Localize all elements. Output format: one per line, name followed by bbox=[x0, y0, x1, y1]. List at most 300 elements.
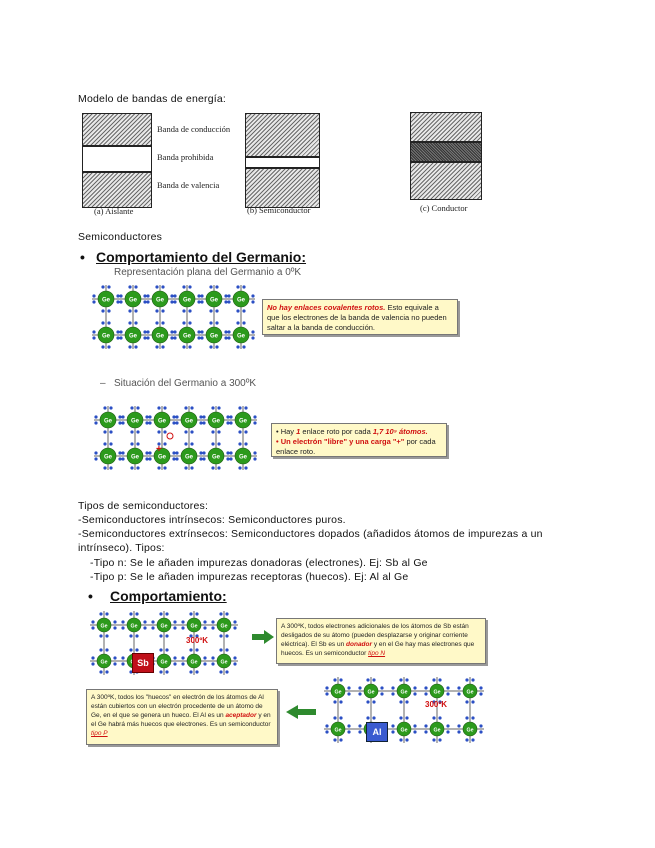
electron-dot bbox=[107, 285, 110, 288]
electron-dot bbox=[202, 421, 205, 424]
conduction-band-b bbox=[245, 113, 320, 157]
electron-dot bbox=[224, 294, 227, 297]
electron-dot bbox=[405, 700, 408, 703]
electron-dot bbox=[134, 321, 137, 324]
valence-band bbox=[82, 172, 152, 208]
electron-dot bbox=[99, 634, 102, 637]
ge-atom-label: Ge bbox=[182, 297, 192, 304]
electron-dot bbox=[190, 406, 193, 409]
electron-dot bbox=[217, 466, 220, 469]
electron-dot bbox=[143, 300, 146, 303]
note-p-text: A 300ºK, todos los "huecos" en electrón de los átomos de Al están cubiertos con un electrón procedente de un átomo de Ge, en el que se genera un hueco. El Al es un bbox=[91, 694, 264, 719]
electron-dot bbox=[233, 656, 236, 659]
electron-dot bbox=[119, 300, 122, 303]
electron-dot bbox=[92, 300, 95, 303]
ge-atom-label: Ge bbox=[400, 727, 408, 734]
electron-dot bbox=[113, 620, 116, 623]
electron-dot bbox=[172, 415, 175, 418]
electron-dot bbox=[405, 716, 408, 719]
electron-dot bbox=[148, 415, 151, 418]
note-p-text2: y en el Ge habrá más huecos que electrones. Es un semiconductor bbox=[91, 712, 271, 728]
ge-atom-label: Ge bbox=[182, 333, 192, 340]
electron-dot bbox=[91, 662, 94, 665]
electron-dot bbox=[113, 656, 116, 659]
ge-atom-label: Ge bbox=[130, 623, 138, 630]
electron-dot bbox=[217, 442, 220, 445]
types-p: -Tipo p: Se le añaden impurezas receptoras (huecos). Ej: Al al Ge bbox=[90, 571, 409, 583]
hole-plus-icon: + bbox=[156, 444, 162, 455]
electron-dot bbox=[105, 648, 108, 651]
temp-label-p: 300ºK bbox=[425, 700, 448, 709]
electron-dot bbox=[211, 620, 214, 623]
electron-dot bbox=[116, 330, 119, 333]
electron-dot bbox=[457, 730, 460, 733]
electron-dot bbox=[103, 442, 106, 445]
electron-dot bbox=[159, 634, 162, 637]
electron-dot bbox=[229, 421, 232, 424]
electron-dot bbox=[157, 430, 160, 433]
electron-dot bbox=[219, 634, 222, 637]
electron-dot bbox=[366, 678, 369, 681]
electron-dot bbox=[413, 724, 416, 727]
electron-dot bbox=[136, 406, 139, 409]
electron-dot bbox=[94, 415, 97, 418]
electron-dot bbox=[181, 656, 184, 659]
electron-dot bbox=[128, 309, 131, 312]
ge-atom-label: Ge bbox=[157, 454, 167, 461]
electron-dot bbox=[203, 620, 206, 623]
ge-atom-label: Ge bbox=[433, 689, 441, 696]
electron-dot bbox=[457, 692, 460, 695]
electron-dot bbox=[175, 415, 178, 418]
electron-dot bbox=[165, 612, 168, 615]
electron-dot bbox=[325, 686, 328, 689]
electron-dot bbox=[471, 700, 474, 703]
electron-dot bbox=[103, 406, 106, 409]
electron-dot bbox=[200, 336, 203, 339]
ge-atom-label: Ge bbox=[334, 689, 342, 696]
electron-dot bbox=[339, 700, 342, 703]
electron-dot bbox=[197, 300, 200, 303]
electron-dot bbox=[157, 406, 160, 409]
electron-dot bbox=[209, 345, 212, 348]
electron-dot bbox=[471, 738, 474, 741]
electron-dot bbox=[358, 692, 361, 695]
electron-dot bbox=[366, 716, 369, 719]
electron-dot bbox=[209, 309, 212, 312]
electron-dot bbox=[202, 415, 205, 418]
electron-dot bbox=[190, 466, 193, 469]
electron-dot bbox=[471, 716, 474, 719]
electron-dot bbox=[399, 716, 402, 719]
electron-dot bbox=[413, 730, 416, 733]
electron-dot bbox=[91, 626, 94, 629]
electron-dot bbox=[227, 330, 230, 333]
electron-dot bbox=[136, 466, 139, 469]
electron-dot bbox=[366, 700, 369, 703]
label-forbidden: Banda prohibida bbox=[157, 152, 214, 162]
ge-atom-label: Ge bbox=[190, 659, 198, 666]
note-n-type bbox=[276, 618, 486, 664]
electron-dot bbox=[155, 321, 158, 324]
note-n-type-label: tipo N bbox=[368, 650, 386, 657]
electron-dot bbox=[135, 648, 138, 651]
ge-atom-label: Ge bbox=[334, 727, 342, 734]
electron-dot bbox=[209, 321, 212, 324]
conduction-band-c bbox=[410, 112, 482, 142]
electron-dot bbox=[92, 294, 95, 297]
electron-dot bbox=[188, 345, 191, 348]
electron-dot bbox=[479, 686, 482, 689]
electron-dot bbox=[391, 724, 394, 727]
electron-dot bbox=[200, 294, 203, 297]
electron-dot bbox=[225, 670, 228, 673]
ge-atom-label: Ge bbox=[128, 297, 138, 304]
electron-dot bbox=[143, 336, 146, 339]
electron-dot bbox=[211, 626, 214, 629]
electron-dot bbox=[128, 345, 131, 348]
electron-dot bbox=[251, 336, 254, 339]
electron-dot bbox=[157, 466, 160, 469]
electron-dot bbox=[121, 457, 124, 460]
electron-dot bbox=[118, 421, 121, 424]
electron-dot bbox=[253, 451, 256, 454]
electron-dot bbox=[134, 309, 137, 312]
electron-dot bbox=[148, 451, 151, 454]
electron-dot bbox=[229, 451, 232, 454]
electron-dot bbox=[146, 336, 149, 339]
temp-label-n: 300ºK bbox=[186, 636, 209, 645]
electron-dot bbox=[333, 678, 336, 681]
types-title: Tipos de semiconductores: bbox=[78, 500, 209, 512]
electron-dot bbox=[109, 466, 112, 469]
electron-dot bbox=[118, 457, 121, 460]
valence-band-c bbox=[410, 162, 482, 200]
electron-dot bbox=[184, 406, 187, 409]
electron-dot bbox=[163, 466, 166, 469]
electron-dot bbox=[242, 321, 245, 324]
electron-dot bbox=[172, 421, 175, 424]
electron-dot bbox=[325, 724, 328, 727]
electron-dot bbox=[161, 345, 164, 348]
electron-dot bbox=[195, 648, 198, 651]
electron-dot bbox=[333, 738, 336, 741]
electron-dot bbox=[173, 330, 176, 333]
electron-dot bbox=[465, 716, 468, 719]
electron-dot bbox=[188, 285, 191, 288]
band-diagram-semiconductor bbox=[245, 113, 320, 208]
electron-dot bbox=[380, 692, 383, 695]
electron-dot bbox=[333, 700, 336, 703]
electron-dot bbox=[432, 716, 435, 719]
electron-dot bbox=[424, 686, 427, 689]
electron-dot bbox=[199, 457, 202, 460]
electron-dot bbox=[399, 738, 402, 741]
ge-atom-label: Ge bbox=[209, 333, 219, 340]
electron-dot bbox=[119, 336, 122, 339]
electron-dot bbox=[175, 457, 178, 460]
electron-dot bbox=[105, 670, 108, 673]
electron-dot bbox=[143, 620, 146, 623]
electron-dot bbox=[251, 330, 254, 333]
note-p-red: aceptador bbox=[225, 712, 257, 719]
electron-dot bbox=[233, 662, 236, 665]
electron-dot bbox=[143, 294, 146, 297]
electron-dot bbox=[188, 321, 191, 324]
electron-dot bbox=[200, 300, 203, 303]
electron-dot bbox=[161, 321, 164, 324]
electron-dot bbox=[181, 662, 184, 665]
electron-dot bbox=[136, 430, 139, 433]
electron-dot bbox=[446, 730, 449, 733]
electron-dot bbox=[211, 466, 214, 469]
electron-dot bbox=[199, 451, 202, 454]
electron-dot bbox=[253, 421, 256, 424]
electron-dot bbox=[159, 648, 162, 651]
electron-dot bbox=[244, 466, 247, 469]
types-n: -Tipo n: Se le añaden impurezas donadoras (electrones). Ej: Sb al Ge bbox=[90, 557, 428, 569]
electron-dot bbox=[347, 724, 350, 727]
electron-dot bbox=[121, 421, 124, 424]
electron-dot bbox=[184, 466, 187, 469]
ge-atom-label: Ge bbox=[238, 454, 248, 461]
note-300k-b-rest: por cada enlace roto. bbox=[276, 437, 436, 456]
electron-dot bbox=[380, 686, 383, 689]
electron-dot bbox=[173, 300, 176, 303]
ge-atom-label: Ge bbox=[236, 297, 246, 304]
electron-dot bbox=[325, 692, 328, 695]
electron-dot bbox=[238, 430, 241, 433]
electron-dot bbox=[170, 336, 173, 339]
ge-atom-label: Ge bbox=[220, 659, 228, 666]
ge-atom-label: Ge bbox=[157, 418, 167, 425]
electron-dot bbox=[165, 648, 168, 651]
electron-dot bbox=[155, 285, 158, 288]
electron-dot bbox=[211, 442, 214, 445]
note-0k-red: No hay enlaces covalentes rotos. bbox=[267, 303, 386, 312]
electron-dot bbox=[119, 294, 122, 297]
electron-dot bbox=[116, 300, 119, 303]
ge-atom-label: Ge bbox=[155, 297, 165, 304]
conduction-band bbox=[82, 113, 152, 146]
electron-dot bbox=[121, 662, 124, 665]
electron-dot bbox=[215, 345, 218, 348]
electron-dot bbox=[227, 300, 230, 303]
electron-dot bbox=[130, 406, 133, 409]
electron-dot bbox=[233, 626, 236, 629]
germanium-lattice-300k bbox=[90, 403, 260, 483]
electron-dot bbox=[145, 415, 148, 418]
electron-dot bbox=[457, 686, 460, 689]
electron-dot bbox=[339, 678, 342, 681]
electron-dot bbox=[226, 415, 229, 418]
ge-atom-label: Ge bbox=[130, 418, 140, 425]
electron-dot bbox=[173, 294, 176, 297]
electron-dot bbox=[251, 300, 254, 303]
ge-atom-label: Ge bbox=[238, 418, 248, 425]
electron-dot bbox=[438, 716, 441, 719]
electron-dot bbox=[438, 678, 441, 681]
plane-label: Representación plana del Germanio a 0ºK bbox=[114, 267, 302, 278]
electron-dot bbox=[148, 457, 151, 460]
electron-dot bbox=[159, 612, 162, 615]
electron-dot bbox=[151, 626, 154, 629]
arrow-left-icon bbox=[286, 705, 316, 719]
electron-dot bbox=[107, 321, 110, 324]
electron-dot bbox=[236, 309, 239, 312]
electron-dot bbox=[159, 670, 162, 673]
electron-dot bbox=[358, 730, 361, 733]
electron-dot bbox=[103, 430, 106, 433]
electron-dot bbox=[189, 648, 192, 651]
electron-dot bbox=[161, 309, 164, 312]
electron-dot bbox=[113, 626, 116, 629]
electron-dot bbox=[189, 670, 192, 673]
electron-dot bbox=[165, 670, 168, 673]
electron-dot bbox=[215, 321, 218, 324]
bullet-2: • bbox=[88, 588, 93, 604]
electron-dot bbox=[446, 686, 449, 689]
electron-dot bbox=[211, 430, 214, 433]
n-type-lattice bbox=[88, 611, 248, 679]
electron-dot bbox=[94, 421, 97, 424]
semis-title: Semiconductores bbox=[78, 231, 163, 243]
electron-dot bbox=[399, 700, 402, 703]
electron-dot bbox=[113, 662, 116, 665]
electron-dot bbox=[253, 415, 256, 418]
free-electron-icon bbox=[167, 433, 173, 439]
electron-dot bbox=[184, 442, 187, 445]
ge-atom-label: Ge bbox=[155, 333, 165, 340]
electron-dot bbox=[101, 345, 104, 348]
note-300k-a-mid: enlace roto por cada bbox=[300, 427, 373, 436]
forbidden-band-b bbox=[245, 157, 320, 168]
electron-dot bbox=[188, 309, 191, 312]
ge-atom-label: Ge bbox=[103, 454, 113, 461]
electron-dot bbox=[219, 612, 222, 615]
electron-dot bbox=[135, 634, 138, 637]
electron-dot bbox=[182, 309, 185, 312]
electron-dot bbox=[465, 738, 468, 741]
ge-atom-label: Ge bbox=[128, 333, 138, 340]
electron-dot bbox=[130, 430, 133, 433]
electron-dot bbox=[146, 300, 149, 303]
electron-dot bbox=[211, 662, 214, 665]
electron-dot bbox=[211, 406, 214, 409]
electron-dot bbox=[253, 457, 256, 460]
electron-dot bbox=[227, 336, 230, 339]
electron-dot bbox=[236, 285, 239, 288]
hot-label-dash: – bbox=[100, 378, 106, 389]
note-n-text: A 300ºK, todos electrones adicionales de los átomos de Sb están desligados de su átomo (pueden desplazarse y originar corriente eléctrica). El Sb es un bbox=[281, 623, 469, 648]
electron-dot bbox=[172, 457, 175, 460]
sb-atom: Sb bbox=[132, 653, 154, 673]
note-300k-a: • Hay bbox=[276, 427, 297, 436]
ge-atom-label: Ge bbox=[100, 659, 108, 666]
ge-atom-label: Ge bbox=[433, 727, 441, 734]
ge-atom-label: Ge bbox=[400, 689, 408, 696]
electron-dot bbox=[121, 451, 124, 454]
electron-dot bbox=[119, 330, 122, 333]
forbidden-band bbox=[82, 146, 152, 172]
electron-dot bbox=[215, 285, 218, 288]
electron-dot bbox=[391, 686, 394, 689]
electron-dot bbox=[333, 716, 336, 719]
electron-dot bbox=[130, 442, 133, 445]
electron-dot bbox=[121, 415, 124, 418]
electron-dot bbox=[471, 678, 474, 681]
electron-dot bbox=[121, 620, 124, 623]
electron-dot bbox=[413, 692, 416, 695]
electron-dot bbox=[197, 336, 200, 339]
electron-dot bbox=[151, 620, 154, 623]
electron-dot bbox=[91, 656, 94, 659]
electron-dot bbox=[99, 670, 102, 673]
electron-dot bbox=[202, 451, 205, 454]
ge-atom-label: Ge bbox=[101, 333, 111, 340]
types-intrinsic: -Semiconductores intrínsecos: Semiconductores puros. bbox=[78, 514, 346, 526]
bullet: • bbox=[80, 249, 85, 265]
electron-dot bbox=[107, 309, 110, 312]
electron-dot bbox=[358, 686, 361, 689]
electron-dot bbox=[479, 730, 482, 733]
electron-dot bbox=[229, 415, 232, 418]
ge-atom-label: Ge bbox=[103, 418, 113, 425]
caption-insulator: (a) Aislante bbox=[94, 206, 134, 216]
caption-conductor: (c) Conductor bbox=[420, 203, 468, 213]
note-0k-rest: Esto equivale a que los electrones de la banda de valencia no pueden saltar a la banda de conducción. bbox=[267, 303, 447, 332]
electron-dot bbox=[405, 678, 408, 681]
electron-dot bbox=[347, 686, 350, 689]
electron-dot bbox=[339, 738, 342, 741]
electron-dot bbox=[242, 345, 245, 348]
electron-dot bbox=[91, 620, 94, 623]
electron-dot bbox=[101, 285, 104, 288]
electron-dot bbox=[202, 457, 205, 460]
electron-dot bbox=[209, 285, 212, 288]
electron-dot bbox=[217, 430, 220, 433]
electron-dot bbox=[161, 285, 164, 288]
electron-dot bbox=[148, 421, 151, 424]
electron-dot bbox=[118, 415, 121, 418]
ge-atom-label: Ge bbox=[160, 623, 168, 630]
electron-dot bbox=[244, 406, 247, 409]
electron-dot bbox=[211, 656, 214, 659]
electron-dot bbox=[94, 451, 97, 454]
electron-dot bbox=[424, 692, 427, 695]
electron-dot bbox=[182, 321, 185, 324]
caption-semiconductor: (b) Semiconductor bbox=[247, 205, 311, 215]
electron-dot bbox=[339, 716, 342, 719]
ge-atom-label: Ge bbox=[367, 689, 375, 696]
electron-dot bbox=[225, 634, 228, 637]
electron-dot bbox=[238, 442, 241, 445]
overlap-band-c bbox=[410, 142, 482, 162]
electron-dot bbox=[170, 300, 173, 303]
electron-dot bbox=[170, 294, 173, 297]
electron-dot bbox=[155, 309, 158, 312]
electron-dot bbox=[143, 330, 146, 333]
electron-dot bbox=[134, 345, 137, 348]
electron-dot bbox=[92, 336, 95, 339]
electron-dot bbox=[457, 724, 460, 727]
electron-dot bbox=[173, 626, 176, 629]
electron-dot bbox=[182, 345, 185, 348]
electron-dot bbox=[203, 626, 206, 629]
electron-dot bbox=[347, 692, 350, 695]
electron-dot bbox=[219, 670, 222, 673]
electron-dot bbox=[372, 716, 375, 719]
